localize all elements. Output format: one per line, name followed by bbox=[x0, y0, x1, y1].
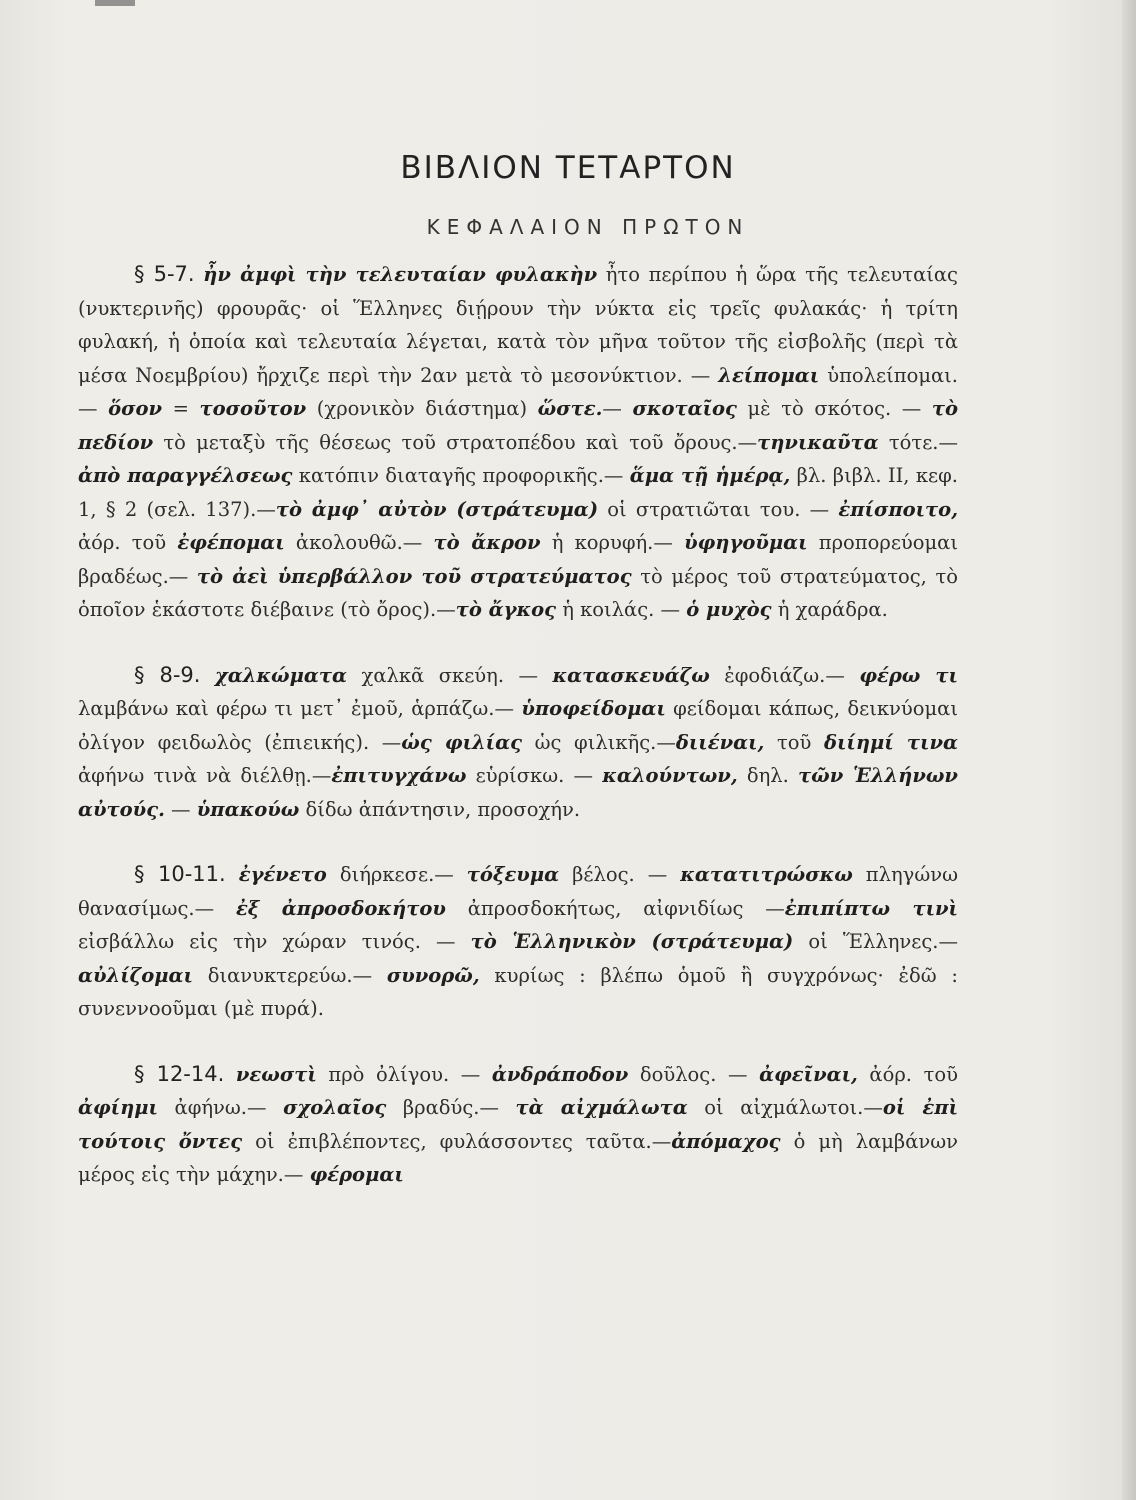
gloss-text: ὁ μὴ λαμβάνων μέρος εἰς τὴν μάχην.— bbox=[78, 1129, 958, 1186]
lemma-term: τὸ πεδίον bbox=[78, 397, 959, 454]
gloss-text: ἀόρ. τοῦ bbox=[857, 1062, 958, 1086]
gloss-text: βραδύς.— bbox=[386, 1096, 516, 1119]
gloss-text: δοῦλος. — bbox=[628, 1062, 760, 1086]
lemma-term: ἐπιτυγχάνω bbox=[331, 764, 467, 787]
book-title: ΒΙΒΛΙΟΝ ΤΕΤΑΡΤΟΝ bbox=[400, 150, 736, 186]
lemma-term: ἐξ ἀπροσδοκήτου bbox=[235, 896, 446, 920]
lemma-term: ὁ μυχὸς bbox=[686, 598, 772, 621]
paragraph-sec-10-11 bbox=[78, 858, 958, 1026]
gloss-text: ὡς φιλικῆς.— bbox=[522, 730, 676, 754]
gloss-text: βέλος. — bbox=[559, 863, 681, 886]
lemma-term: ὑπακούω bbox=[196, 797, 300, 821]
section-number: § 5-7. bbox=[134, 262, 195, 286]
gloss-text: προπορεύομαι βραδέως.— bbox=[78, 531, 958, 588]
gloss-text: τὸ μεταξὺ τῆς θέσεως τοῦ στρατοπέδου καὶ τοῦ ὄρους.— bbox=[153, 430, 758, 454]
lemma-term: καλούντων, bbox=[602, 764, 738, 787]
lemma-term: τὸ ἄκρον bbox=[433, 531, 541, 554]
lemma-term: φέρομαι bbox=[309, 1163, 404, 1186]
lemma-term: ὑφηγοῦμαι bbox=[684, 531, 808, 554]
gloss-text: τὸ μέρος τοῦ στρατεύματος, τὸ ὁποῖον ἑκάστοτε διέβαινε (τὸ ὄρος).— bbox=[78, 564, 959, 621]
lemma-term: αὐλίζομαι bbox=[78, 963, 193, 987]
gloss-text: οἱ ἐπιβλέποντες, φυλάσσοντες ταῦτα.— bbox=[242, 1129, 672, 1153]
lemma-term: ὥστε. bbox=[537, 397, 603, 420]
lemma-term: τοσοῦτον bbox=[199, 397, 307, 420]
gloss-text: ἀπροσδοκήτως, αἰφνιδίως — bbox=[445, 896, 785, 920]
gloss-text: ἡ χαράδρα. bbox=[771, 598, 888, 621]
gloss-text: ἐφοδιάζω.— bbox=[709, 663, 860, 687]
gloss-text: — bbox=[164, 797, 197, 821]
gloss-text: οἱ Ἕλληνες.— bbox=[793, 930, 959, 953]
gloss-text: ἀόρ. τοῦ bbox=[78, 531, 178, 554]
gloss-text: ἡ κορυφή.— bbox=[540, 531, 685, 554]
scan-mark bbox=[95, 0, 135, 6]
gloss-text: οἱ στρατιῶται του. — bbox=[598, 497, 839, 521]
gloss-text: εὑρίσκω. — bbox=[466, 764, 603, 787]
gloss-text: ἡ κοιλάς. — bbox=[556, 598, 687, 621]
gloss-text: διανυκτερεύω.— bbox=[192, 963, 387, 987]
lemma-term: τὸ Ἑλληνικὸν (στράτευμα) bbox=[470, 930, 794, 953]
lemma-term: συνορῶ, bbox=[386, 963, 480, 987]
gloss-text: διήρκεσε.— bbox=[326, 863, 467, 886]
lemma-term: διίημί τινα bbox=[823, 730, 959, 754]
lemma-term: ἐπίσποιτο, bbox=[838, 497, 958, 521]
commentary-body bbox=[78, 258, 958, 1192]
gloss-text: μὲ τὸ σκότος. — bbox=[736, 397, 932, 420]
gloss-text: δηλ. bbox=[737, 764, 799, 787]
lemma-term: τόξευμα bbox=[466, 863, 560, 886]
gloss-text: εἰσβάλλω εἰς τὴν χώραν τινός. — bbox=[78, 930, 471, 953]
lemma-term: τὰ αἰχμάλωτα bbox=[515, 1096, 688, 1119]
section-number: § 8-9. bbox=[134, 662, 201, 687]
section-number: § 12-14. bbox=[134, 1061, 225, 1086]
lemma-term: νεωστὶ bbox=[235, 1062, 317, 1086]
lemma-term: τῶν Ἑλλήνων αὐτούς. bbox=[78, 764, 958, 821]
lemma-term: τηνικαῦτα bbox=[757, 430, 879, 454]
gloss-text: κατόπιν διαταγῆς προφορικῆς.— bbox=[292, 464, 630, 487]
gloss-text: = bbox=[162, 397, 200, 420]
lemma-term: ἐφέπομαι bbox=[177, 531, 285, 554]
gloss-text: ἀκολουθῶ.— bbox=[284, 531, 434, 554]
lemma-term: κατατιτρώσκω bbox=[680, 863, 853, 886]
lemma-term: τὸ ἀμφ᾽ αὐτὸν (στράτευμα) bbox=[275, 497, 599, 521]
lemma-term: σκοταῖος bbox=[632, 397, 737, 420]
lemma-term: ἀπόμαχος bbox=[671, 1129, 781, 1153]
gloss-text: ἦτο περίπου ἡ ὥρα τῆς τελευταίας (νυκτερινῆς) φρουρᾶς· οἱ Ἕλληνες διῄρουν τὴν νύκτα εἰς τρεῖς φυλακάς· ἡ τρίτη φυλακή, ἡ ὁποία καὶ τελευταία λέγεται, κατὰ τὸν μῆνα τοῦτον τῆς εἰσβολῆς (περὶ τὰ μέσα Νοεμβρίου) ἤρχιζε περὶ τὴν 2αν μετὰ τὸ μεσονύκτιον. — bbox=[78, 263, 958, 387]
lemma-term: οἱ ἐπὶ τούτοις ὄντες bbox=[78, 1096, 958, 1153]
lemma-term: ἀφίημι bbox=[78, 1096, 158, 1119]
lemma-term: ἐγένετο bbox=[238, 863, 327, 886]
chapter-title: ΚΕΦΑΛΑΙΟΝ ΠΡΩΤΟΝ bbox=[426, 215, 750, 239]
paragraph-sec-8-9 bbox=[78, 659, 958, 827]
gloss-text: πληγώνω θανασίμως.— bbox=[78, 863, 958, 920]
lemma-term: ἀνδράποδον bbox=[491, 1062, 629, 1086]
lemma-term: ὅσον bbox=[108, 397, 163, 420]
lemma-term: σχολαῖος bbox=[283, 1096, 387, 1119]
paragraph-sec-12-14 bbox=[78, 1058, 958, 1192]
lemma-term: ἀπὸ παραγγέλσεως bbox=[78, 464, 293, 487]
gloss-text: ἀφήνω.— bbox=[157, 1096, 284, 1119]
gloss-text: βλ. βιβλ. II, κεφ. 1, § 2 (σελ. 137).— bbox=[78, 464, 958, 521]
gloss-text: φείδομαι κάπως, δεικνύομαι ὀλίγον φειδωλὸς (ἐπιεικής). — bbox=[78, 697, 958, 754]
lemma-term: τὸ ἄγκος bbox=[455, 598, 557, 621]
gloss-text: λαμβάνω καὶ φέρω τι μετ᾽ ἐμοῦ, ἁρπάζω.— bbox=[78, 697, 522, 720]
gloss-text: (χρονικὸν διάστημα) bbox=[306, 397, 538, 420]
gloss-text: δίδω ἀπάντησιν, προσοχήν. bbox=[299, 797, 581, 821]
lemma-term: χαλκώματα bbox=[214, 663, 348, 687]
lemma-term: ἐπιπίπτω τινὶ bbox=[784, 896, 958, 920]
gloss-text: κυρίως : βλέπω ὁμοῦ ἢ συγχρόνως· ἐδῶ : συνεννοοῦμαι (μὲ πυρά). bbox=[78, 963, 958, 1020]
gloss-text: τοῦ bbox=[764, 730, 824, 754]
lemma-term: ὡς φιλίας bbox=[401, 730, 522, 754]
gloss-text: οἱ αἰχμάλωτοι.— bbox=[687, 1096, 883, 1119]
lemma-term: κατασκευάζω bbox=[552, 663, 710, 687]
gloss-text: τότε.— bbox=[878, 430, 958, 454]
lemma-term: λείπομαι bbox=[718, 363, 820, 387]
lemma-term: διιέναι, bbox=[675, 730, 765, 754]
lemma-term: τὸ ἀεὶ ὑπερβάλλον τοῦ στρατεύματος bbox=[196, 564, 632, 588]
section-number: § 10-11. bbox=[134, 862, 226, 886]
lemma-term: ἦν ἀμφὶ τὴν τελευταίαν φυλακὴν bbox=[203, 263, 598, 286]
gloss-text: πρὸ ὀλίγου. — bbox=[316, 1062, 492, 1086]
gloss-text: χαλκᾶ σκεύη. — bbox=[347, 663, 553, 687]
lemma-term: ὑποφείδομαι bbox=[521, 697, 666, 720]
lemma-term: φέρω τι bbox=[859, 663, 958, 687]
lemma-term: ἀφεῖναι, bbox=[759, 1062, 858, 1086]
lemma-term: ἅμα τῇ ἡμέρᾳ, bbox=[629, 464, 791, 487]
gloss-text: ἀφήνω τινὰ νὰ διέλθῃ.— bbox=[78, 764, 332, 787]
paragraph-sec-5-7 bbox=[78, 258, 958, 627]
gloss-text: ὑπολείπομαι. — bbox=[78, 363, 958, 420]
gloss-text: — bbox=[602, 397, 633, 420]
